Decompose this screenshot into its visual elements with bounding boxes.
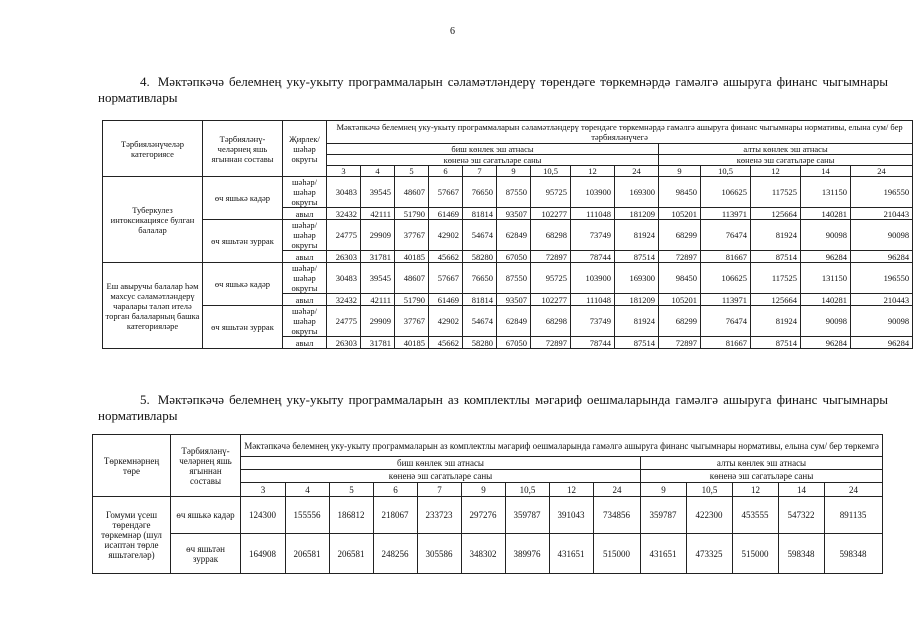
- value-cell: 98450: [659, 177, 701, 208]
- value-cell: 140281: [801, 208, 851, 220]
- value-cell: 81924: [751, 220, 801, 251]
- hours-five-header: 5: [395, 166, 429, 177]
- value-cell: 598348: [779, 534, 825, 574]
- value-cell: 98450: [659, 263, 701, 294]
- value-cell: 76650: [463, 177, 497, 208]
- value-cell: 598348: [825, 534, 883, 574]
- value-cell: 103900: [571, 263, 615, 294]
- value-cell: 124300: [241, 497, 286, 534]
- value-cell: 68299: [659, 220, 701, 251]
- value-cell: 81667: [701, 337, 751, 349]
- value-cell: 348302: [462, 534, 506, 574]
- page-number: 6: [450, 26, 455, 37]
- group-header-five-day-week: биш көнлек эш атнасы: [327, 144, 659, 155]
- value-cell: 96284: [851, 337, 913, 349]
- value-cell: 111048: [571, 294, 615, 306]
- age-cell: өч яшьтән зуррак: [171, 534, 241, 574]
- value-cell: 106625: [701, 177, 751, 208]
- column-header-age-composition: Тәрбияләнү-челәрнең яшь ягыннан составы: [203, 121, 283, 177]
- value-cell: 57667: [429, 263, 463, 294]
- value-cell: 73749: [571, 306, 615, 337]
- value-cell: 359787: [641, 497, 687, 534]
- value-cell: 515000: [594, 534, 641, 574]
- table-row: [103, 306, 913, 337]
- hours-label-five: көненә эш сәгатьләре саны: [327, 155, 659, 166]
- location-cell: авыл: [283, 251, 327, 263]
- hours-five-header: 6: [374, 483, 418, 497]
- hours-six-header: 10,5: [687, 483, 733, 497]
- value-cell: 29909: [361, 220, 395, 251]
- value-cell: 206581: [330, 534, 374, 574]
- location-cell: авыл: [283, 294, 327, 306]
- value-cell: 61469: [429, 208, 463, 220]
- value-cell: 76474: [701, 220, 751, 251]
- value-cell: 26303: [327, 337, 361, 349]
- value-cell: 81924: [615, 220, 659, 251]
- value-cell: 181209: [615, 208, 659, 220]
- value-cell: 67050: [497, 251, 531, 263]
- location-cell: авыл: [283, 337, 327, 349]
- value-cell: 125664: [751, 294, 801, 306]
- value-cell: 72897: [659, 251, 701, 263]
- section-5-table: [92, 434, 883, 574]
- value-cell: 42111: [361, 294, 395, 306]
- age-cell: өч яшьтән зуррак: [203, 220, 283, 263]
- value-cell: 87550: [497, 263, 531, 294]
- main-header: Мәктәпкәчә белемнең уку-укыту программаларын сәламәтләндерү төрендәге төркемнәрдә гамәлгә ашыруга финанс чыгымнары нормативы, елына сум/ бер тәрбияләнүчегә: [327, 121, 913, 144]
- value-cell: 102277: [531, 208, 571, 220]
- value-cell: 131150: [801, 263, 851, 294]
- hours-label-five: көненә эш сәгатьләре саны: [241, 470, 641, 483]
- value-cell: 431651: [550, 534, 594, 574]
- value-cell: 891135: [825, 497, 883, 534]
- table-row: [93, 534, 883, 574]
- hours-label-six: көненә эш сәгатьләре саны: [659, 155, 913, 166]
- hours-five-header: 5: [330, 483, 374, 497]
- value-cell: 42902: [429, 220, 463, 251]
- age-cell: өч яшькә кадәр: [203, 177, 283, 220]
- value-cell: 73749: [571, 220, 615, 251]
- hours-five-header: 24: [615, 166, 659, 177]
- category-cell: Еш авыручы балалар һәм махсус сәламәтләндерү чаралары таләп ителә торган балаларның башка категорияләре: [103, 263, 203, 349]
- column-header-group-type: Төркемнәрнең төре: [93, 435, 171, 497]
- value-cell: 105201: [659, 208, 701, 220]
- value-cell: 196550: [851, 263, 913, 294]
- location-cell: шәһәр/ шәһәр округы: [283, 220, 327, 251]
- hours-five-header: 12: [571, 166, 615, 177]
- column-header-category: Тәрбияләнүчеләр категориясе: [103, 121, 203, 177]
- value-cell: 95725: [531, 263, 571, 294]
- value-cell: 422300: [687, 497, 733, 534]
- value-cell: 206581: [286, 534, 330, 574]
- value-cell: 81667: [701, 251, 751, 263]
- value-cell: 90098: [851, 306, 913, 337]
- value-cell: 30483: [327, 263, 361, 294]
- value-cell: 81814: [463, 294, 497, 306]
- value-cell: 29909: [361, 306, 395, 337]
- value-cell: 42902: [429, 306, 463, 337]
- section-4-title: Мәктәпкәчә белемнең уку-укыту программаларын сәламәтләндерү төрендәге төркемнәрдә гамәлгә ашыруга финанс чыгымнары нормативлары: [98, 74, 888, 105]
- value-cell: 113971: [701, 294, 751, 306]
- value-cell: 32432: [327, 208, 361, 220]
- value-cell: 54674: [463, 306, 497, 337]
- value-cell: 87550: [497, 177, 531, 208]
- hours-five-header: 9: [462, 483, 506, 497]
- value-cell: 78744: [571, 337, 615, 349]
- value-cell: 87514: [615, 251, 659, 263]
- location-cell: шәһәр/ шәһәр округы: [283, 263, 327, 294]
- hours-five-header: 24: [594, 483, 641, 497]
- value-cell: 102277: [531, 294, 571, 306]
- hours-five-header: 7: [463, 166, 497, 177]
- value-cell: 547322: [779, 497, 825, 534]
- section-5-number: 5.: [140, 392, 150, 407]
- value-cell: 95725: [531, 177, 571, 208]
- value-cell: 155556: [286, 497, 330, 534]
- value-cell: 48607: [395, 177, 429, 208]
- value-cell: 37767: [395, 306, 429, 337]
- table-row: [103, 263, 913, 294]
- value-cell: 473325: [687, 534, 733, 574]
- value-cell: 96284: [801, 337, 851, 349]
- value-cell: 106625: [701, 263, 751, 294]
- value-cell: 87514: [751, 337, 801, 349]
- main-header: Мәктәпкәчә белемнең уку-укыту программаларын аз комплектлы мәгариф оешмаларында гамәлгә ашыруга финанс чыгымнары нормативы, елына сум/ бер төркемгә: [241, 435, 883, 457]
- hours-six-header: 9: [641, 483, 687, 497]
- value-cell: 111048: [571, 208, 615, 220]
- column-header-age-composition: Тәрбияләнү-челәрнең яшь ягыннан составы: [171, 435, 241, 497]
- hours-label-six: көненә эш сәгатьләре саны: [641, 470, 883, 483]
- location-cell: шәһәр/ шәһәр округы: [283, 306, 327, 337]
- hours-five-header: 4: [361, 166, 395, 177]
- section-4-number: 4.: [140, 74, 150, 89]
- value-cell: 210443: [851, 294, 913, 306]
- value-cell: 58280: [463, 337, 497, 349]
- value-cell: 140281: [801, 294, 851, 306]
- hours-six-header: 24: [851, 166, 913, 177]
- value-cell: 169300: [615, 263, 659, 294]
- location-cell: шәһәр/ шәһәр округы: [283, 177, 327, 208]
- value-cell: 72897: [531, 251, 571, 263]
- value-cell: 297276: [462, 497, 506, 534]
- hours-six-header: 24: [825, 483, 883, 497]
- value-cell: 30483: [327, 177, 361, 208]
- value-cell: 96284: [851, 251, 913, 263]
- value-cell: 39545: [361, 263, 395, 294]
- value-cell: 58280: [463, 251, 497, 263]
- value-cell: 453555: [733, 497, 779, 534]
- category-cell: Туберкулез интоксикациясе булган балалар: [103, 177, 203, 263]
- value-cell: 87514: [751, 251, 801, 263]
- value-cell: 131150: [801, 177, 851, 208]
- hours-five-header: 3: [327, 166, 361, 177]
- age-cell: өч яшькә кадәр: [171, 497, 241, 534]
- value-cell: 181209: [615, 294, 659, 306]
- value-cell: 515000: [733, 534, 779, 574]
- value-cell: 248256: [374, 534, 418, 574]
- value-cell: 87514: [615, 337, 659, 349]
- value-cell: 68298: [531, 220, 571, 251]
- value-cell: 81924: [751, 306, 801, 337]
- hours-five-header: 3: [241, 483, 286, 497]
- value-cell: 68299: [659, 306, 701, 337]
- value-cell: 51790: [395, 208, 429, 220]
- column-header-location: Җирлек/ шәһәр округы: [283, 121, 327, 177]
- group-header-five-day-week: биш көнлек эш атнасы: [241, 457, 641, 470]
- value-cell: 90098: [851, 220, 913, 251]
- value-cell: 48607: [395, 263, 429, 294]
- value-cell: 81814: [463, 208, 497, 220]
- value-cell: 40185: [395, 337, 429, 349]
- value-cell: 96284: [801, 251, 851, 263]
- value-cell: 90098: [801, 220, 851, 251]
- group-type-cell: Гомуми үсеш төрендәге төркемнәр (шул исәптән төрле яшьтәгеләр): [93, 497, 171, 574]
- value-cell: 51790: [395, 294, 429, 306]
- value-cell: 62849: [497, 306, 531, 337]
- value-cell: 45662: [429, 337, 463, 349]
- section-4-table: [102, 120, 913, 349]
- value-cell: 62849: [497, 220, 531, 251]
- age-cell: өч яшьтән зуррак: [203, 306, 283, 349]
- value-cell: 81924: [615, 306, 659, 337]
- value-cell: 32432: [327, 294, 361, 306]
- value-cell: 233723: [418, 497, 462, 534]
- age-cell: өч яшькә кадәр: [203, 263, 283, 306]
- value-cell: 113971: [701, 208, 751, 220]
- value-cell: 305586: [418, 534, 462, 574]
- group-header-six-day-week: алты көнлек эш атнасы: [659, 144, 913, 155]
- value-cell: 24775: [327, 220, 361, 251]
- value-cell: 37767: [395, 220, 429, 251]
- table-row: [93, 497, 883, 534]
- value-cell: 72897: [531, 337, 571, 349]
- hours-five-header: 10,5: [506, 483, 550, 497]
- hours-five-header: 9: [497, 166, 531, 177]
- value-cell: 359787: [506, 497, 550, 534]
- value-cell: 26303: [327, 251, 361, 263]
- section-5-title: Мәктәпкәчә белемнең уку-укыту программаларын аз комплектлы мәгариф оешмаларында гамәлгә ашыруга финанс чыгымнары нормативлары: [98, 392, 888, 423]
- value-cell: 42111: [361, 208, 395, 220]
- value-cell: 105201: [659, 294, 701, 306]
- hours-six-header: 9: [659, 166, 701, 177]
- hours-six-header: 10,5: [701, 166, 751, 177]
- value-cell: 218067: [374, 497, 418, 534]
- value-cell: 68298: [531, 306, 571, 337]
- hours-five-header: 4: [286, 483, 330, 497]
- hours-five-header: 7: [418, 483, 462, 497]
- value-cell: 45662: [429, 251, 463, 263]
- value-cell: 54674: [463, 220, 497, 251]
- value-cell: 72897: [659, 337, 701, 349]
- hours-five-header: 12: [550, 483, 594, 497]
- hours-five-header: 10,5: [531, 166, 571, 177]
- hours-five-header: 6: [429, 166, 463, 177]
- value-cell: 39545: [361, 177, 395, 208]
- hours-six-header: 14: [801, 166, 851, 177]
- value-cell: 164908: [241, 534, 286, 574]
- location-cell: авыл: [283, 208, 327, 220]
- value-cell: 93507: [497, 208, 531, 220]
- value-cell: 76650: [463, 263, 497, 294]
- value-cell: 31781: [361, 337, 395, 349]
- value-cell: 103900: [571, 177, 615, 208]
- value-cell: 389976: [506, 534, 550, 574]
- value-cell: 734856: [594, 497, 641, 534]
- value-cell: 24775: [327, 306, 361, 337]
- value-cell: 196550: [851, 177, 913, 208]
- value-cell: 117525: [751, 177, 801, 208]
- section-5-heading: [98, 392, 888, 424]
- value-cell: 93507: [497, 294, 531, 306]
- value-cell: 90098: [801, 306, 851, 337]
- table-row: [103, 177, 913, 208]
- value-cell: 40185: [395, 251, 429, 263]
- section-4-heading: [98, 74, 888, 106]
- value-cell: 31781: [361, 251, 395, 263]
- table-row: [103, 220, 913, 251]
- value-cell: 210443: [851, 208, 913, 220]
- value-cell: 61469: [429, 294, 463, 306]
- value-cell: 76474: [701, 306, 751, 337]
- value-cell: 186812: [330, 497, 374, 534]
- value-cell: 78744: [571, 251, 615, 263]
- hours-six-header: 14: [779, 483, 825, 497]
- value-cell: 57667: [429, 177, 463, 208]
- value-cell: 391043: [550, 497, 594, 534]
- group-header-six-day-week: алты көнлек эш атнасы: [641, 457, 883, 470]
- value-cell: 431651: [641, 534, 687, 574]
- value-cell: 67050: [497, 337, 531, 349]
- value-cell: 125664: [751, 208, 801, 220]
- value-cell: 117525: [751, 263, 801, 294]
- hours-six-header: 12: [733, 483, 779, 497]
- hours-six-header: 12: [751, 166, 801, 177]
- value-cell: 169300: [615, 177, 659, 208]
